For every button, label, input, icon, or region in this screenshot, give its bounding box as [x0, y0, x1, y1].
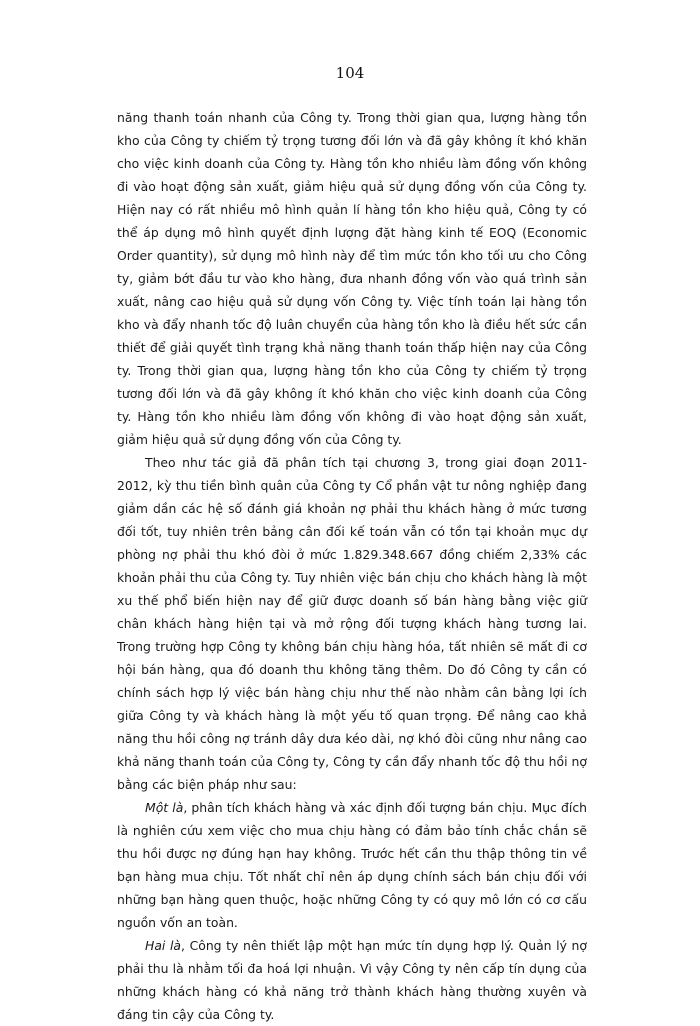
- paragraph-first-measure-lead: Một là: [145, 800, 184, 815]
- paragraph-first-measure-text: , phân tích khách hàng và xác định đối tượng bán chịu. Mục đích là nghiên cứu xem việc cho mua chịu hàng có đảm bảo tính chắc chắn sẽ thu hồi được nợ đúng hạn hay không. Trước hết cần thu thập thông tin về bạn hàng mua chịu. Tốt nhất chỉ nên áp dụng chính sách bán chịu đối với những bạn hàng quen thuộc, hoặc những Công ty có quy mô lớn có cơ cấu nguồn vốn an toàn.: [117, 800, 587, 930]
- paragraph-inventory: năng thanh toán nhanh của Công ty. Trong thời gian qua, lượng hàng tồn kho của Công ty chiếm tỷ trọng tương đối lớn và đã gây không ít khó khăn cho việc kinh doanh của Công ty. Hàng tồn kho nhiều làm đồng vốn không đi vào hoạt động sản xuất, giảm hiệu quả sử dụng đồng vốn của Công ty. Hiện nay có rất nhiều mô hình quản lí hàng tồn kho hiệu quả, Công ty có thể áp dụng mô hình quyết định lượng đặt hàng kinh tế EOQ (Economic Order quantity), sử dụng mô hình này để tìm mức tồn kho tối ưu cho Công ty, giảm bớt đầu tư vào kho hàng, đưa nhanh đồng vốn vào quá trình sản xuất, nâng cao hiệu quả sử dụng vốn Công ty. Việc tính toán lại hàng tồn kho và đẩy nhanh tốc độ luân chuyển của hàng tồn kho là điều hết sức cần thiết để giải quyết tình trạng khả năng thanh toán thấp hiện nay của Công ty. Trong thời gian qua, lượng hàng tồn kho của Công ty chiếm tỷ trọng tương đối lớn và đã gây không ít khó khăn cho việc kinh doanh của Công ty. Hàng tồn kho nhiều làm đồng vốn không đi vào hoạt động sản xuất, giảm hiệu quả sử dụng đồng vốn của Công ty.: [117, 110, 587, 447]
- paragraph-receivables: Theo như tác giả đã phân tích tại chương 3, trong giai đoạn 2011-2012, kỳ thu tiền bình quân của Công ty Cổ phần vật tư nông nghiệp đang giảm dần các hệ số đánh giá khoản nợ phải thu khách hàng ở mức tương đối tốt, tuy nhiên trên bảng cân đối kế toán vẫn có tồn tại khoản mục dự phòng nợ phải thu khó đòi ở mức 1.829.348.667 đồng chiếm 2,33% các khoản phải thu của Công ty. Tuy nhiên việc bán chịu cho khách hàng là một xu thế phổ biến hiện nay để giữ được doanh số bán hàng bằng việc giữ chân khách hàng hiện tại và mở rộng đối tượng khách hàng tương lai. Trong trường hợp Công ty không bán chịu hàng hóa, tất nhiên sẽ mất đi cơ hội bán hàng, qua đó doanh thu không tăng thêm. Do đó Công ty cần có chính sách hợp lý việc bán hàng chịu như thế nào nhằm cân bằng lợi ích giữa Công ty và khách hàng là một yếu tố quan trọng. Để nâng cao khả năng thu hồi công nợ tránh dây dưa kéo dài, nợ khó đòi cũng như nâng cao khả năng thanh toán của Công ty, Công ty cần đẩy nhanh tốc độ thu hồi nợ bằng các biện pháp như sau:: [117, 455, 587, 792]
- body-text: [117, 106, 587, 1026]
- page-number: 104: [335, 64, 365, 82]
- paragraph-second-measure: [117, 934, 587, 1026]
- paragraph-first-measure: [117, 796, 587, 934]
- paragraph-second-measure-text: , Công ty nên thiết lập một hạn mức tín dụng hợp lý. Quản lý nợ phải thu là nhằm tối đa hoá lợi nhuận. Vì vậy Công ty nên cấp tín dụng của những khách hàng có khả năng trở thành khách hàng thường xuyên và đáng tin cậy của Công ty.: [117, 938, 587, 1022]
- paragraph-second-measure-lead: Hai là: [145, 938, 182, 953]
